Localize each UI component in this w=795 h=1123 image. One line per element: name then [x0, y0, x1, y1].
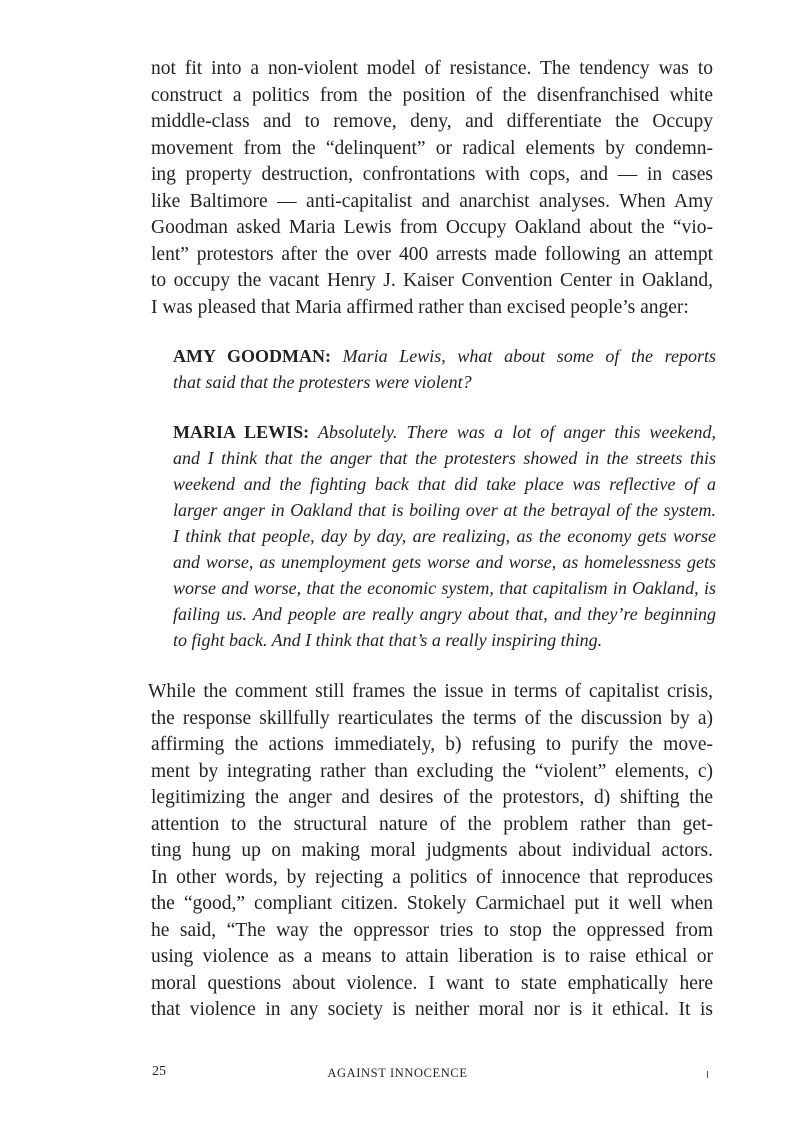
quote-line [173, 343, 716, 369]
quote-line: I think that people, day by day, are realizing, as the economy gets worse [173, 526, 716, 546]
running-title: AGAINST INNOCENCE [327, 1066, 468, 1080]
paragraph-line: he said, “The way the oppressor tries to stop the oppressed from [151, 919, 713, 941]
quote-line: failing us. And people are really angry about that, and they’re beginning [173, 604, 716, 624]
paragraph-line: attention to the structural nature of the problem rather than get- [151, 813, 713, 835]
paragraph-line: ting hung up on making moral judgments about individual actors. [151, 840, 713, 861]
speaker-name: AMY GOODMAN: [173, 346, 331, 366]
paragraph-line: the response skillfully rearticulates the terms of the discussion by a) [151, 707, 713, 729]
paragraph-line: middle-class and to remove, deny, and differentiate the Occupy [151, 111, 713, 132]
quote-line [173, 419, 716, 445]
quote-line: and I think that the anger that the protesters showed in the streets this [173, 448, 716, 468]
paragraph-line: to occupy the vacant Henry J. Kaiser Convention Center in Oakland, [151, 270, 713, 291]
quote-line: worse and worse, that the economic system, that capitalism in Oakland, is [173, 578, 716, 598]
quote-line: larger anger in Oakland that is boiling over at the betrayal of the system. [173, 500, 716, 520]
paragraph-line: moral questions about violence. I want to state emphatically here [151, 972, 713, 994]
paragraph-line: I was pleased that Maria affirmed rather than excised people’s anger: [151, 296, 689, 318]
quote-line: and worse, as unemployment gets worse and worse, as homelessness gets [173, 552, 716, 572]
paragraph-line: ment by integrating rather than excluding the “violent” elements, c) [151, 760, 713, 782]
paragraph-line: the “good,” compliant citizen. Stokely Carmichael put it well when [151, 893, 713, 914]
quote-text: Absolutely. There was a lot of anger this weekend, [317, 422, 716, 442]
paragraph-line: lent” protestors after the over 400 arrests made following an attempt [151, 243, 713, 265]
quote-line: weekend and the fighting back that did take place was reflective of a [173, 474, 716, 494]
paragraph-line: like Baltimore — anti-capitalist and anarchist analyses. When Amy [151, 190, 713, 212]
paragraph-line: construct a politics from the position of the disenfranchised white [151, 84, 713, 106]
paragraph-2 [148, 679, 713, 1024]
crop-mark [707, 1071, 708, 1078]
quote-line: to fight back. And I think that that’s a really inspiring thing. [173, 630, 603, 650]
page-number: 25 [152, 1064, 166, 1079]
block-quote-amy-goodman [173, 343, 716, 395]
paragraph-line: In other words, by rejecting a politics of innocence that reproduces [151, 866, 713, 888]
paragraph-line: not fit into a non-violent model of resistance. The tendency was to [151, 58, 713, 79]
paragraph-line: Goodman asked Maria Lewis from Occupy Oakland about the “vio- [151, 217, 713, 238]
paragraph-line: legitimizing the anger and desires of the protestors, d) shifting the [151, 787, 713, 808]
speaker-name: MARIA LEWIS: [173, 422, 310, 442]
paragraph-line: movement from the “delinquent” or radical elements by condemn- [151, 137, 713, 159]
paragraph-1 [151, 56, 713, 321]
block-quote-maria-lewis [173, 419, 716, 653]
paragraph-line: While the comment still frames the issue in terms of capitalist crisis, [148, 681, 713, 702]
paragraph-line: affirming the actions immediately, b) refusing to purify the move- [151, 734, 713, 755]
paragraph-line: that violence in any society is neither moral nor is it ethical. It is [151, 999, 713, 1020]
quote-text: Maria Lewis, what about some of the reports [342, 346, 716, 366]
paragraph-line: ing property destruction, confrontations with cops, and — in cases [151, 164, 713, 185]
paragraph-line: using violence as a means to attain liberation is to raise ethical or [151, 946, 713, 967]
quote-line: that said that the protesters were violent? [173, 372, 472, 392]
